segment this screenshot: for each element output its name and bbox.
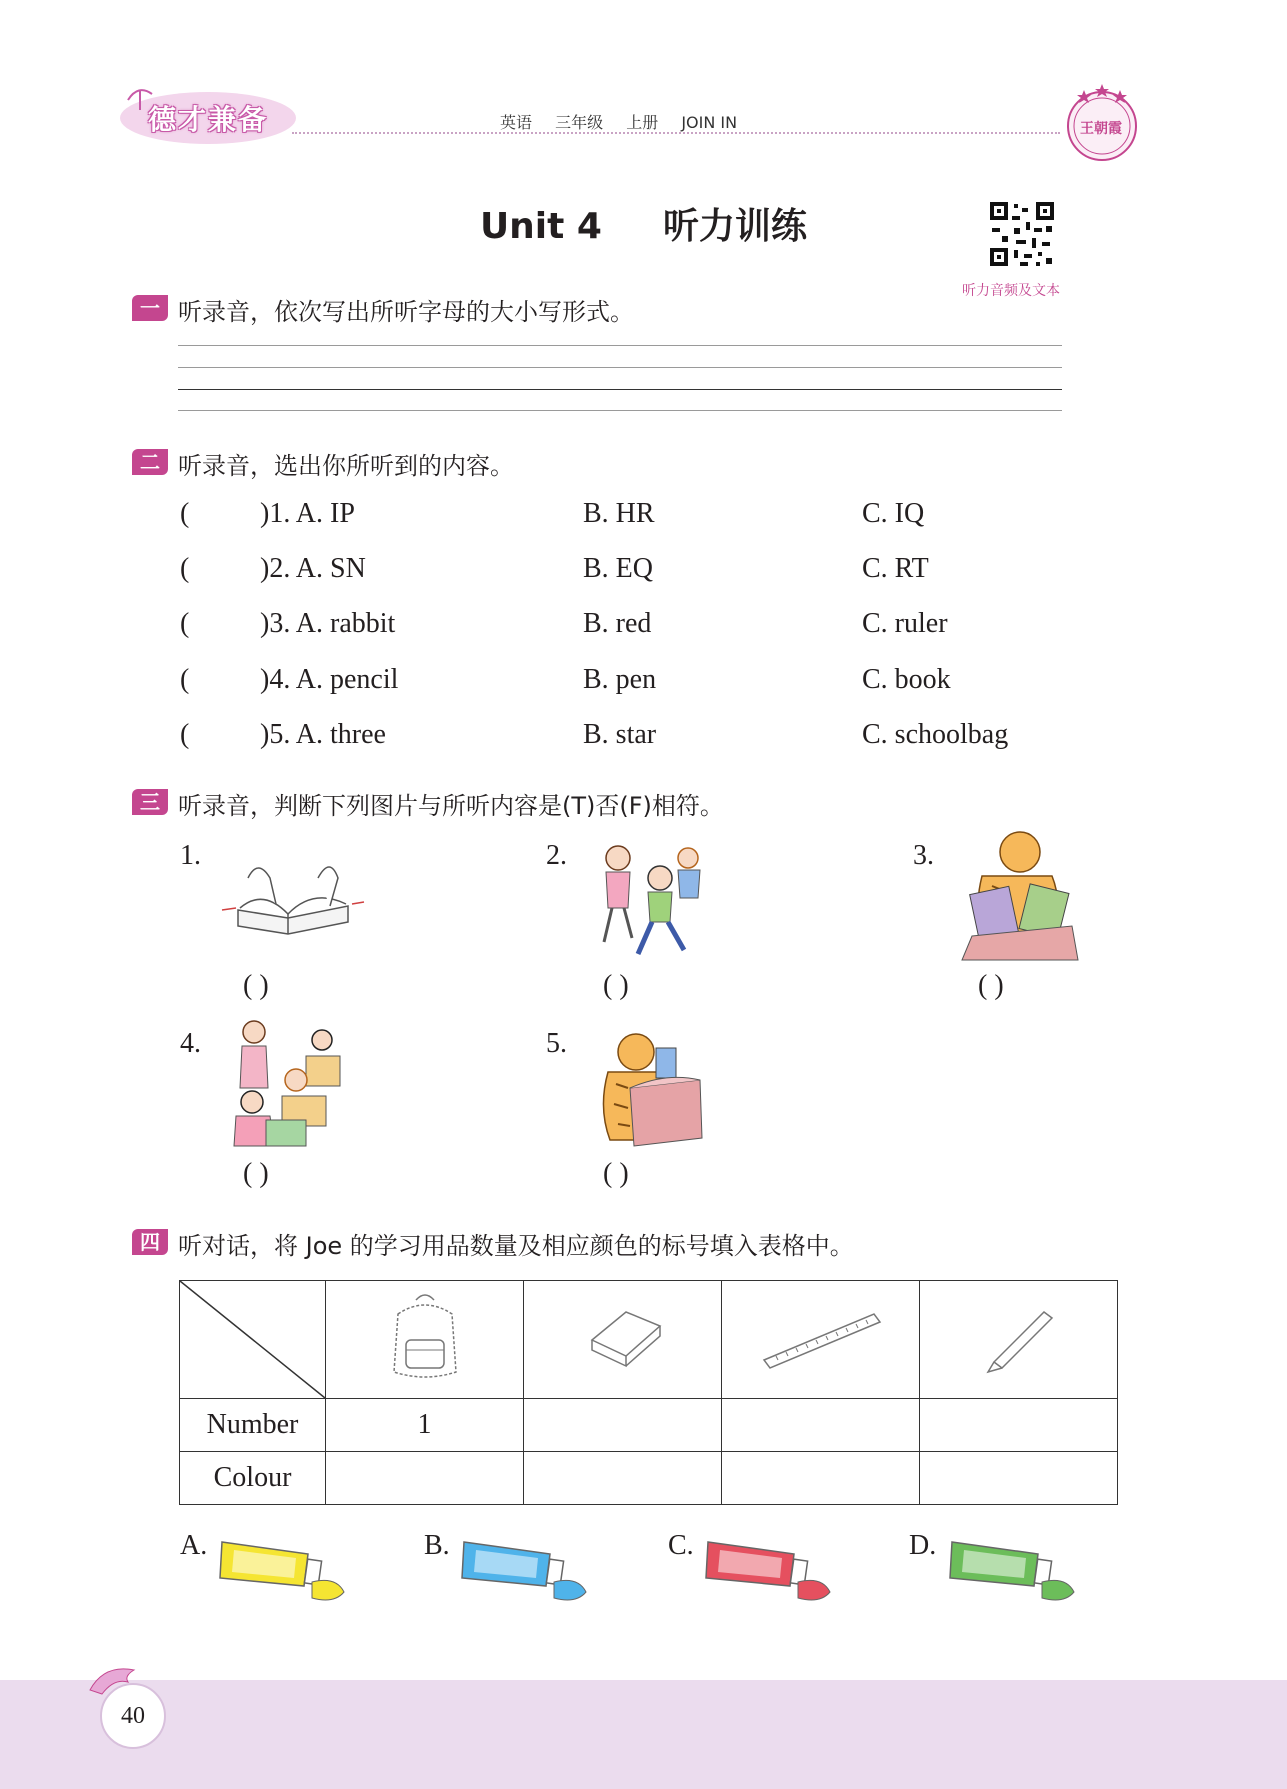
section-2-title: 听录音，选出你所听到的内容。 [178, 452, 514, 480]
choice-question: )2. A. SN [260, 553, 366, 584]
colour-cell[interactable] [722, 1452, 920, 1505]
red-paint-tube [702, 1534, 836, 1604]
colour-option-label: A. [180, 1530, 208, 1561]
section-4-number: 四 [132, 1229, 168, 1255]
number-cell[interactable]: 1 [326, 1399, 524, 1452]
author-badge-text: 王朝霞 [1080, 121, 1122, 137]
answer-blank[interactable]: ( ) [243, 970, 269, 1001]
choice-question: )1. A. IP [260, 498, 355, 529]
book-picture [218, 848, 368, 940]
answer-paren[interactable]: ( [180, 553, 190, 584]
choice-option-c: C. RT [862, 553, 929, 584]
answer-paren[interactable]: ( [180, 498, 190, 529]
header-meta [500, 110, 755, 133]
table-corner-cell [180, 1281, 326, 1399]
volume: 上册 [626, 113, 659, 132]
green-paint-tube [946, 1534, 1080, 1604]
pencil-header-cell [920, 1281, 1118, 1399]
row-label-colour: Colour [180, 1452, 326, 1505]
section-3-number: 三 [132, 789, 168, 815]
colour-option-label: B. [424, 1530, 450, 1561]
answer-blank[interactable]: ( ) [243, 1158, 269, 1189]
blue-paint-tube [458, 1534, 592, 1604]
page-title [0, 198, 1287, 249]
section-3-title: 听录音，判断下列图片与所听内容是(T)否(F)相符。 [178, 792, 724, 820]
answer-blank[interactable]: ( ) [603, 970, 629, 1001]
choice-option-c: C. ruler [862, 608, 948, 639]
footer-band [0, 1680, 1287, 1789]
ruler-header-cell [722, 1281, 920, 1399]
colour-cell[interactable] [920, 1452, 1118, 1505]
brand-logo-text: 德才兼备 [148, 103, 269, 136]
qr-code-icon[interactable] [986, 198, 1058, 270]
picture-label: 1. [180, 840, 201, 871]
tiger-with-books-picture [952, 826, 1086, 964]
classroom-picture [226, 1016, 346, 1150]
answer-paren[interactable]: ( [180, 719, 190, 750]
book-icon [578, 1296, 668, 1376]
writing-line[interactable] [178, 345, 1062, 346]
colour-option-label: C. [668, 1530, 694, 1561]
colour-option-label: D. [909, 1530, 937, 1561]
colour-cell[interactable] [326, 1452, 524, 1505]
section-4-title: 听对话，将 Joe 的学习用品数量及相应颜色的标号填入表格中。 [178, 1232, 854, 1260]
qr-caption: 听力音频及文本 [962, 283, 1060, 299]
choice-option-c: C. IQ [862, 498, 925, 529]
choice-option-b: B. red [583, 608, 652, 639]
page-number: 40 [100, 1683, 166, 1749]
unit-name: 听力训练 [663, 206, 808, 247]
number-cell[interactable] [722, 1399, 920, 1452]
choice-option-c: C. book [862, 664, 951, 695]
writing-line[interactable] [178, 389, 1062, 390]
writing-line[interactable] [178, 367, 1062, 368]
row-label-number: Number [180, 1399, 326, 1452]
pencil-icon [974, 1296, 1064, 1376]
children-playing-picture [588, 838, 718, 962]
picture-label: 3. [913, 840, 934, 871]
schoolbag-header-cell [326, 1281, 524, 1399]
answer-paren[interactable]: ( [180, 608, 190, 639]
choice-option-b: B. star [583, 719, 657, 750]
choice-question: )3. A. rabbit [260, 608, 396, 639]
book-header-cell [524, 1281, 722, 1399]
edition: JOIN IN [681, 113, 738, 132]
section-1-title: 听录音，依次写出所听字母的大小写形式。 [178, 298, 634, 326]
choice-option-b: B. HR [583, 498, 655, 529]
grade: 三年级 [555, 113, 604, 132]
subject: 英语 [500, 113, 533, 132]
section-1-number: 一 [132, 295, 168, 321]
choice-question: )4. A. pencil [260, 664, 399, 695]
yellow-paint-tube [216, 1534, 350, 1604]
number-cell[interactable] [524, 1399, 722, 1452]
picture-label: 4. [180, 1028, 201, 1059]
picture-label: 5. [546, 1028, 567, 1059]
schoolbag-icon [380, 1288, 470, 1384]
choice-question: )5. A. three [260, 719, 386, 750]
ruler-icon [756, 1296, 886, 1376]
choice-option-b: B. EQ [583, 553, 653, 584]
unit-label: Unit 4 [479, 206, 602, 247]
answer-blank[interactable]: ( ) [978, 970, 1004, 1001]
tiger-with-pencil-case-picture [590, 1028, 706, 1152]
number-cell[interactable] [920, 1399, 1118, 1452]
picture-label: 2. [546, 840, 567, 871]
writing-line[interactable] [178, 410, 1062, 411]
answer-blank[interactable]: ( ) [603, 1158, 629, 1189]
supplies-table [179, 1280, 1118, 1505]
answer-paren[interactable]: ( [180, 664, 190, 695]
section-2-number: 二 [132, 449, 168, 475]
colour-cell[interactable] [524, 1452, 722, 1505]
choice-option-c: C. schoolbag [862, 719, 1009, 750]
choice-option-b: B. pen [583, 664, 657, 695]
